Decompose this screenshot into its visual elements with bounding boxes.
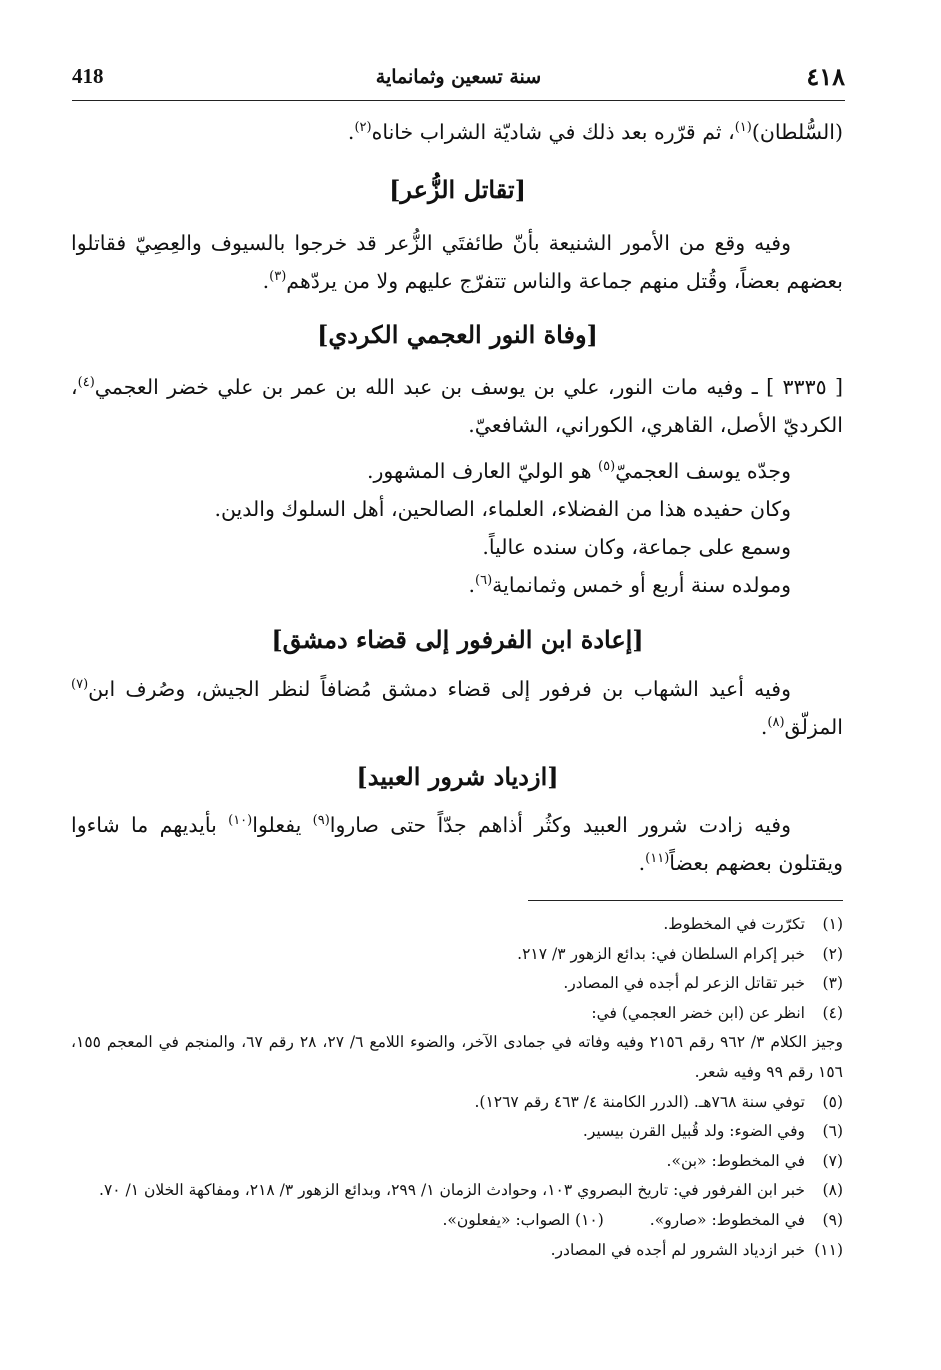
paragraph: وفيه أعيد الشهاب بن فرفور إلى قضاء دمشق مُضافاً لنظر الجيش، وصُرف ابن$^{(٧)}$ المزلّق$^{(٨)}$. (71, 677, 843, 739)
running-title: سنة تسعين وثمانماية (375, 66, 542, 88)
footnote: (٨) خبر ابن الفرفور في: تاريخ البصروي ١٠٣، وحوادث الزمان ١/ ٢٩٩، وبدائع الزهور ٣/ ٢١٨، ومفاكهة الخلان ١/ ٧٠. (99, 1181, 843, 1200)
footnote: (٧) في المخطوط: «بن». (666, 1151, 843, 1170)
footnote: (٥) توفي سنة ٧٦٨هـ. (الدرر الكامنة ٤/ ٤٦٣ رقم ١٢٦٧). (474, 1092, 843, 1111)
section-heading: [تقاتل الزُّعر] (389, 175, 526, 204)
footnote-marker[interactable]: (١) (734, 120, 752, 136)
page-number-latin: 418 (72, 64, 104, 88)
section-heading: [إعادة ابن الفرفور إلى قضاء دمشق] (271, 625, 644, 654)
paragraph: وجدّه يوسف العجميّ$^{(٥)}$ هو الوليّ العارف المشهور. (366, 459, 791, 483)
footnote: (٩) في المخطوط: «صارو». (649, 1210, 843, 1229)
footnote-marker[interactable]: (٨) (767, 715, 785, 731)
footnote-continuation: وجيز الكلام ٣/ ٩٦٢ رقم ٢١٥٦ وفيه وفاته في جمادى الآخر، والضوء اللامع ٦/ ٢٧، ٢٨ رقم ٦٧، والمنجم في المعجم ١٥٥، ١٥٦ رقم ٩٩ وفيه شعر. (71, 1033, 843, 1081)
page-number-arabic: ٤١٨ (806, 62, 845, 91)
footnotes (71, 910, 843, 1265)
footnote: (١) تكرّرت في المخطوط. (663, 915, 843, 933)
footnote-marker[interactable]: (٩) (312, 813, 330, 829)
footnote-marker[interactable]: (٧) (71, 677, 89, 693)
page-header (72, 60, 845, 101)
footnote-marker[interactable]: (٢) (354, 120, 372, 136)
footnote-marker[interactable]: (١٠) (228, 813, 253, 829)
footnote-marker[interactable]: (١١) (645, 851, 670, 867)
section-heading: [ازدياد شرور العبيد] (356, 762, 559, 791)
footnote-marker[interactable]: (٣) (269, 269, 287, 285)
paragraph-entry: [ ٣٣٣٥ ] ـ وفيه مات النور، علي بن يوسف بن عبد الله بن عمر بن علي خضر العجمي$^{(٤)}$، الكرديّ الأصل، القاهري، الكوراني، الشافعيّ. (71, 375, 843, 437)
paragraph: وفيه وقع من الأمور الشنيعة بأنّ طائفتَي الزُّعر قد خرجوا بالسيوف والعِصِيّ فقاتلوا بعضهم بعضاً، وقُتل منهم جماعة والناس تتفرّج عليهم ولا من يردّهم$^{(٣)}$. (71, 231, 843, 293)
footnote-pair (71, 1206, 843, 1236)
footnote-marker[interactable]: (٤) (77, 375, 95, 391)
footnote: (٤) انظر عن (ابن خضر العجمي) في: (591, 1003, 843, 1022)
footnote-marker[interactable]: (٥) (598, 459, 616, 475)
paragraph-intro: (السُّلطان)$^{(١)}$، ثم قرّره بعد ذلك في شاديّة الشراب خاناه$^{(٢)}$. (347, 120, 843, 144)
footnote-marker[interactable]: (٦) (475, 573, 493, 589)
paragraph: وكان حفيده هذا من الفضلاء، العلماء، الصالحين، أهل السلوك والدين. (214, 497, 791, 521)
footnote: (٣) خبر تقاتل الزعر لم أجده في المصادر. (563, 974, 843, 993)
footnote: (١٠) الصواب: «يفعلون». (442, 1210, 604, 1229)
paragraph: وسمع على جماعة، وكان سنده عالياً. (482, 535, 791, 559)
footnote: (٢) خبر إكرام السلطان في: بدائع الزهور ٣/ ٢١٧. (517, 944, 843, 963)
section-heading: [وفاة النور العجمي الكردي] (317, 320, 598, 349)
footnote: (٦) وفي الضوء: ولد قُبيل القرن بيسير. (582, 1122, 843, 1141)
footnote-divider (528, 900, 843, 901)
paragraph: ومولده سنة أربع أو خمس وثمانماية$^{(٦)}$. (468, 573, 791, 597)
footnote: (١١) خبر ازدياد الشرور لم أجده في المصادر. (550, 1240, 843, 1259)
paragraph: وفيه زادت شرور العبيد وكثُر أذاهم جدّاً حتى صاروا$^{(٩)}$ يفعلوا$^{(١٠)}$ بأيديهم ما شاءوا ويقتلون بعضهم بعضاً$^{(١١)}$. (71, 813, 843, 875)
